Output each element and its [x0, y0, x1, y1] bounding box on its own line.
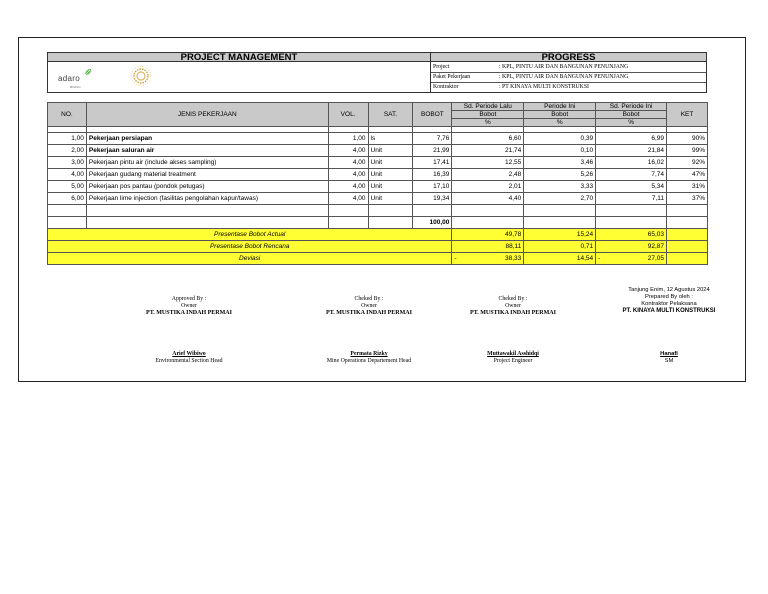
row-sat: ls	[368, 133, 413, 145]
adaro-logo	[58, 68, 92, 89]
row-vol: 1,00	[328, 133, 368, 145]
progress-title: PROGRESS	[431, 52, 707, 62]
row-ket: 37%	[667, 193, 708, 205]
row-no: 4,00	[48, 169, 87, 181]
row-bobot: 7,76	[413, 133, 452, 145]
col-header-bobot: BOBOT	[413, 103, 452, 127]
row-jenis: Pekerjaan persiapan	[86, 133, 328, 145]
table-row	[48, 145, 708, 157]
sub-header-bobot: Bobot	[524, 111, 596, 119]
row-bobot: 16,39	[413, 169, 452, 181]
signatory-approved	[129, 351, 249, 365]
sun-emblem-logo	[130, 65, 152, 92]
sub-header-pct: %	[452, 119, 524, 127]
sun-emblem-icon	[130, 65, 152, 87]
sig-sub: Owner	[361, 303, 377, 309]
row-no: 1,00	[48, 133, 87, 145]
row-vol: 4,00	[328, 193, 368, 205]
row-vol: 4,00	[328, 169, 368, 181]
row-no: 6,00	[48, 193, 87, 205]
col-header-jenis: JENIS PEKERJAAN	[86, 103, 328, 127]
row-periode-ini: 0,10	[524, 145, 596, 157]
sig-company: PT. MUSTIKA INDAH PERMAI	[470, 310, 556, 316]
summary-row	[48, 241, 708, 253]
row-sat: Unit	[368, 169, 413, 181]
row-periode-ini: 2,70	[524, 193, 596, 205]
row-sd-periode-ini: 5,34	[596, 181, 667, 193]
row-jenis: Pekerjaan pos pantau (pondok petugas)	[86, 181, 328, 193]
signatory-checked-1	[309, 351, 429, 365]
summary-value: 27,05	[647, 255, 665, 262]
row-sd-periode-ini: 21,84	[596, 145, 667, 157]
summary-row	[48, 229, 708, 241]
summary-sd-periode-ini: 92,87	[596, 241, 667, 253]
row-sd-periode-ini: 7,74	[596, 169, 667, 181]
summary-sd-periode-lalu: 88,11	[452, 241, 524, 253]
summary-label: Deviasi	[48, 253, 452, 265]
col-header-sd-periode-ini: Sd. Periode Ini	[596, 103, 667, 111]
info-value: : KPL, PINTU AIR DAN BANGUNAN PENUNJANG	[499, 64, 629, 70]
row-periode-ini: 5,26	[524, 169, 596, 181]
signature-block-approved	[129, 296, 249, 317]
sig-sub: Owner	[181, 303, 197, 309]
project-info-panel	[431, 62, 707, 93]
signatory-name: Permata Rizky	[350, 351, 388, 357]
signatory-title: Mine Operations Departement Head	[326, 358, 412, 364]
row-periode-ini: 3,46	[524, 157, 596, 169]
summary-label: Presentase Bobot Rencana	[48, 241, 452, 253]
sig-sub: Owner	[505, 303, 521, 309]
summary-periode-ini: 15,24	[524, 229, 596, 241]
row-sd-periode-ini: 6,99	[596, 133, 667, 145]
signatory-title: SM	[664, 358, 674, 364]
summary-periode-ini: 14,54	[524, 253, 596, 265]
row-sat: Unit	[368, 181, 413, 193]
sig-company: PT. MUSTIKA INDAH PERMAI	[326, 310, 412, 316]
adaro-logo-text: adaro	[58, 74, 80, 83]
row-ket: 47%	[667, 169, 708, 181]
col-header-ket: KET	[667, 103, 708, 127]
row-sat: Unit	[368, 193, 413, 205]
row-sd-periode-lalu: 21,74	[452, 145, 524, 157]
row-bobot: 19,34	[413, 193, 452, 205]
col-header-sat: SAT.	[368, 103, 413, 127]
summary-sd-periode-ini: 65,03	[596, 229, 667, 241]
info-value: : KPL, PINTU AIR DAN BANGUNAN PENUNJANG	[499, 74, 629, 80]
sig-role: Approved By :	[171, 296, 207, 302]
row-no: 3,00	[48, 157, 87, 169]
info-label: Kontraktor	[433, 84, 459, 90]
signatory-name: Hanafi	[660, 351, 678, 357]
info-value: : PT KINAYA MULTI KONSTRUKSI	[499, 84, 589, 90]
project-management-title: PROJECT MANAGEMENT	[47, 52, 431, 62]
report-sheet	[18, 37, 746, 382]
row-sd-periode-lalu: 4,40	[452, 193, 524, 205]
table-row-empty	[48, 205, 708, 217]
row-jenis: Pekerjaan saluran air	[86, 145, 328, 157]
sub-header-pct: %	[596, 119, 667, 127]
sig-place-date: Tanjung Enim, 12 Agustus 2024	[628, 287, 710, 293]
signature-block-checked-1	[309, 296, 429, 317]
signatory-prepared	[629, 351, 709, 365]
signature-block-prepared	[599, 287, 739, 315]
table-row	[48, 193, 708, 205]
row-ket: 90%	[667, 133, 708, 145]
row-ket: 92%	[667, 157, 708, 169]
col-header-sd-periode-lalu: Sd. Periode Lalu	[452, 103, 524, 111]
row-sd-periode-lalu: 12,55	[452, 157, 524, 169]
col-header-no: NO.	[48, 103, 87, 127]
table-row	[48, 181, 708, 193]
row-periode-ini: 3,33	[524, 181, 596, 193]
row-vol: 4,00	[328, 157, 368, 169]
table-row-total	[48, 217, 708, 229]
adaro-logo-subtext: MINING	[69, 85, 81, 89]
summary-minus-sign: -	[598, 255, 601, 262]
table-row	[48, 133, 708, 145]
row-jenis: Pekerjaan gudang material treatment	[86, 169, 328, 181]
sig-company: PT. MUSTIKA INDAH PERMAI	[146, 310, 232, 316]
summary-row	[48, 253, 708, 265]
summary-periode-ini: 0,71	[524, 241, 596, 253]
sub-header-bobot: Bobot	[452, 111, 524, 119]
row-jenis: Pekerjaan lime injection (fasilitas pengolahan kapur/tawas)	[86, 193, 328, 205]
signatory-title: Environmental Section Head	[155, 358, 223, 364]
sig-role: Cheked By :	[354, 296, 384, 302]
row-sat: Unit	[368, 157, 413, 169]
info-label: Project	[433, 64, 450, 70]
leaf-icon	[84, 68, 92, 76]
row-sd-periode-lalu: 2,48	[452, 169, 524, 181]
summary-minus-sign: -	[454, 255, 457, 262]
logo-panel	[47, 62, 431, 93]
summary-sd-periode-lalu	[452, 253, 524, 265]
sig-sub: Kontraktor Pelaksana	[641, 301, 697, 307]
sig-role: Cheked By :	[498, 296, 528, 302]
signatory-title: Project Engineer	[493, 358, 533, 364]
signature-block-checked-2	[453, 296, 573, 317]
row-sd-periode-lalu: 6,60	[452, 133, 524, 145]
row-sd-periode-lalu: 2,01	[452, 181, 524, 193]
col-header-periode-ini: Periode Ini	[524, 103, 596, 111]
row-sd-periode-ini: 16,02	[596, 157, 667, 169]
progress-table	[47, 102, 708, 265]
sub-header-bobot: Bobot	[596, 111, 667, 119]
signatory-name: Muttawakil Asshidqi	[487, 351, 539, 357]
total-bobot: 100,00	[413, 217, 452, 229]
row-jenis: Pekerjaan pintu air (include akses sampling)	[86, 157, 328, 169]
row-no: 5,00	[48, 181, 87, 193]
row-bobot: 21,99	[413, 145, 452, 157]
sig-role: Prepared By oleh :	[644, 294, 693, 300]
info-row-kontraktor	[431, 82, 706, 92]
table-row	[48, 157, 708, 169]
row-sat: Unit	[368, 145, 413, 157]
row-bobot: 17,10	[413, 181, 452, 193]
summary-label: Presentase Bobot Actual	[48, 229, 452, 241]
sig-company: PT. KINAYA MULTI KONSTRUKSI	[622, 308, 716, 314]
signatory-checked-2	[453, 351, 573, 365]
info-label: Paket Pekerjaan	[433, 74, 471, 80]
col-header-vol: VOL.	[328, 103, 368, 127]
row-vol: 4,00	[328, 145, 368, 157]
signatory-name: Arief Wibiwo	[172, 351, 206, 357]
table-row	[48, 169, 708, 181]
row-sd-periode-ini: 7,11	[596, 193, 667, 205]
row-ket: 99%	[667, 145, 708, 157]
sub-header-pct: %	[524, 119, 596, 127]
row-bobot: 17,41	[413, 157, 452, 169]
row-no: 2,00	[48, 145, 87, 157]
summary-value: 38,33	[505, 255, 522, 262]
row-periode-ini: 0,39	[524, 133, 596, 145]
summary-sd-periode-lalu: 49,78	[452, 229, 524, 241]
row-vol: 4,00	[328, 181, 368, 193]
summary-sd-periode-ini	[596, 253, 667, 265]
row-ket: 31%	[667, 181, 708, 193]
